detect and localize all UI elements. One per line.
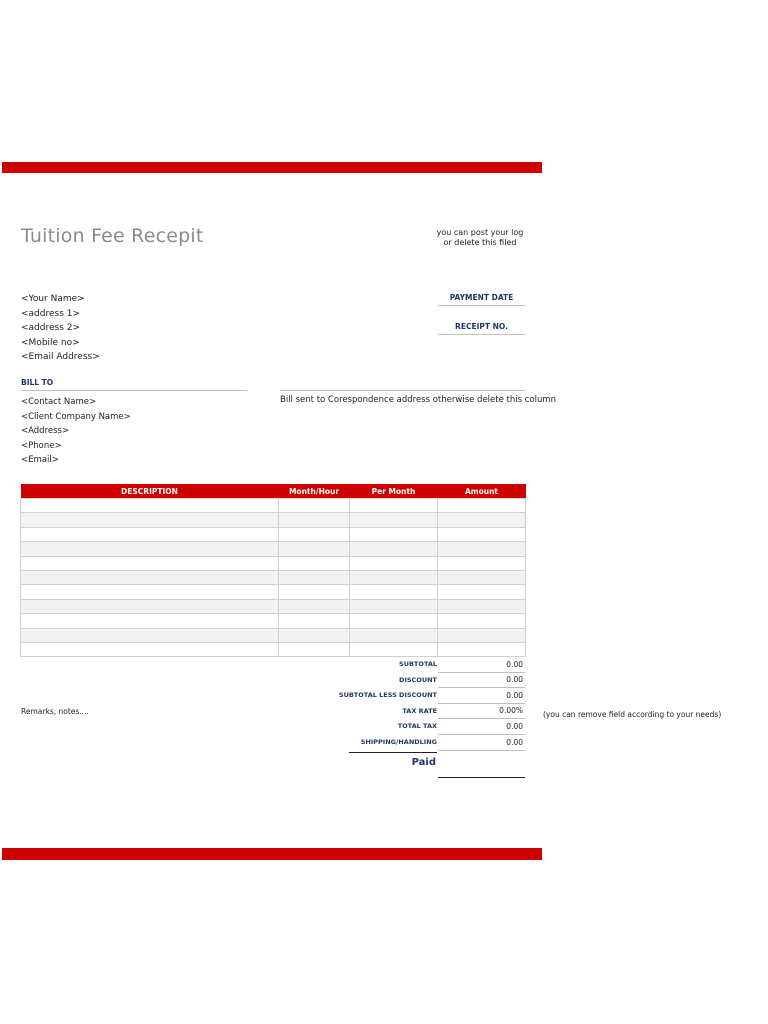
table-cell[interactable] (279, 499, 350, 513)
column-header-amount: Amount (438, 484, 526, 499)
sender-address-1: <address 1> (21, 308, 81, 319)
table-cell[interactable] (438, 527, 526, 541)
table-cell[interactable] (279, 599, 350, 613)
totals-divider (438, 718, 525, 719)
sender-email: <Email Address> (21, 352, 100, 362)
table-cell[interactable] (279, 527, 350, 541)
table-cell[interactable] (438, 513, 526, 527)
logo-note-line: or delete this filed (443, 238, 517, 247)
client-email: <Email> (21, 455, 59, 465)
totals-value[interactable]: 0.00 (506, 659, 523, 669)
correspondence-note: Bill sent to Corespondence address otherwise delete this column (280, 395, 557, 405)
logo-note-line: you can post your log (436, 228, 524, 237)
totals-value[interactable]: 0.00 (506, 721, 523, 731)
totals-label: DISCOUNT (399, 675, 437, 684)
receipt-no-divider (438, 334, 525, 335)
sender-address-2: <address 2> (21, 323, 81, 333)
table-cell[interactable] (350, 585, 438, 599)
bottom-red-bar (2, 848, 542, 860)
table-cell[interactable] (279, 542, 350, 556)
totals-value[interactable]: 0.00 (506, 690, 523, 700)
bill-to-divider (21, 390, 247, 391)
table-row (21, 499, 526, 513)
table-cell[interactable] (21, 642, 279, 656)
sender-name: <Your Name> (21, 294, 85, 304)
totals-value[interactable]: 0.00 (506, 737, 523, 747)
client-contact-name: <Contact Name> (21, 397, 97, 407)
table-cell[interactable] (350, 614, 438, 628)
table-row (21, 614, 526, 628)
table-cell[interactable] (279, 585, 350, 599)
table-cell[interactable] (279, 642, 350, 656)
payment-date-divider (438, 305, 525, 306)
table-cell[interactable] (438, 499, 526, 513)
totals-value[interactable]: 0.00% (499, 706, 523, 716)
table-cell[interactable] (21, 585, 279, 599)
column-header-description: DESCRIPTION (21, 484, 279, 499)
payment-date-label: PAYMENT DATE (449, 293, 514, 302)
table-cell[interactable] (21, 499, 279, 513)
table-cell[interactable] (350, 499, 438, 513)
paid-value-line (438, 777, 525, 778)
table-cell[interactable] (21, 556, 279, 570)
client-address: <Address> (21, 426, 70, 436)
table-cell[interactable] (438, 542, 526, 556)
table-cell[interactable] (21, 614, 279, 628)
table-row (21, 513, 526, 527)
table-cell[interactable] (279, 556, 350, 570)
bill-to-label: BILL TO (21, 378, 54, 387)
client-phone: <Phone> (21, 440, 62, 451)
table-cell[interactable] (279, 614, 350, 628)
totals-divider (438, 703, 525, 704)
totals-label: SUBTOTAL (399, 660, 437, 668)
table-cell[interactable] (350, 542, 438, 556)
table-row (21, 527, 526, 541)
table-cell[interactable] (438, 599, 526, 613)
totals-label: TOTAL TAX (397, 722, 437, 731)
table-cell[interactable] (350, 556, 438, 570)
top-red-bar (2, 162, 542, 173)
sender-mobile: <Mobile no> (21, 337, 80, 348)
table-cell[interactable] (438, 614, 526, 628)
remove-field-note: (you can remove field according to your needs) (543, 710, 722, 719)
items-table-body (21, 499, 526, 657)
table-cell[interactable] (438, 585, 526, 599)
bill-to-block (21, 395, 131, 468)
totals-label: TAX RATE (402, 706, 437, 715)
table-cell[interactable] (21, 570, 279, 584)
table-cell[interactable] (438, 628, 526, 642)
table-cell[interactable] (21, 542, 279, 556)
table-cell[interactable] (21, 599, 279, 613)
items-header-row (21, 484, 526, 499)
table-cell[interactable] (350, 527, 438, 541)
column-header-per-month: Per Month (350, 484, 438, 499)
table-cell[interactable] (279, 628, 350, 642)
totals-label: SHIPPING/HANDLING (360, 738, 437, 746)
totals-divider (438, 687, 525, 688)
table-cell[interactable] (438, 570, 526, 584)
table-cell[interactable] (350, 513, 438, 527)
totals-divider (438, 750, 525, 751)
paid-top-rule (349, 752, 437, 753)
remarks-text: Remarks, notes.... (21, 707, 89, 716)
totals-divider (438, 734, 525, 735)
document-title: Tuition Fee Recepit (21, 225, 204, 247)
totals-label: SUBTOTAL LESS DISCOUNT (338, 691, 437, 700)
table-row (21, 628, 526, 642)
table-cell[interactable] (21, 513, 279, 527)
table-row (21, 599, 526, 613)
table-cell[interactable] (21, 527, 279, 541)
logo-placeholder-note (425, 228, 535, 248)
table-cell[interactable] (279, 570, 350, 584)
correspondence-divider (280, 390, 525, 391)
paid-label: Paid (411, 757, 436, 768)
sender-address-block (21, 292, 100, 365)
receipt-no-label: RECEIPT NO. (455, 322, 508, 331)
table-cell[interactable] (438, 642, 526, 656)
table-cell[interactable] (350, 599, 438, 613)
table-row (21, 585, 526, 599)
items-table (20, 484, 526, 657)
table-row (21, 542, 526, 556)
table-cell[interactable] (350, 642, 438, 656)
totals-value[interactable]: 0.00 (506, 675, 523, 685)
totals-divider (438, 672, 525, 673)
table-cell[interactable] (21, 628, 279, 642)
column-header-month-hour: Month/Hour (279, 484, 350, 499)
client-company-name: <Client Company Name> (21, 411, 131, 422)
table-cell[interactable] (438, 556, 526, 570)
table-cell[interactable] (279, 513, 350, 527)
table-cell[interactable] (350, 570, 438, 584)
table-row (21, 642, 526, 656)
table-row (21, 570, 526, 584)
table-row (21, 556, 526, 570)
table-cell[interactable] (350, 628, 438, 642)
